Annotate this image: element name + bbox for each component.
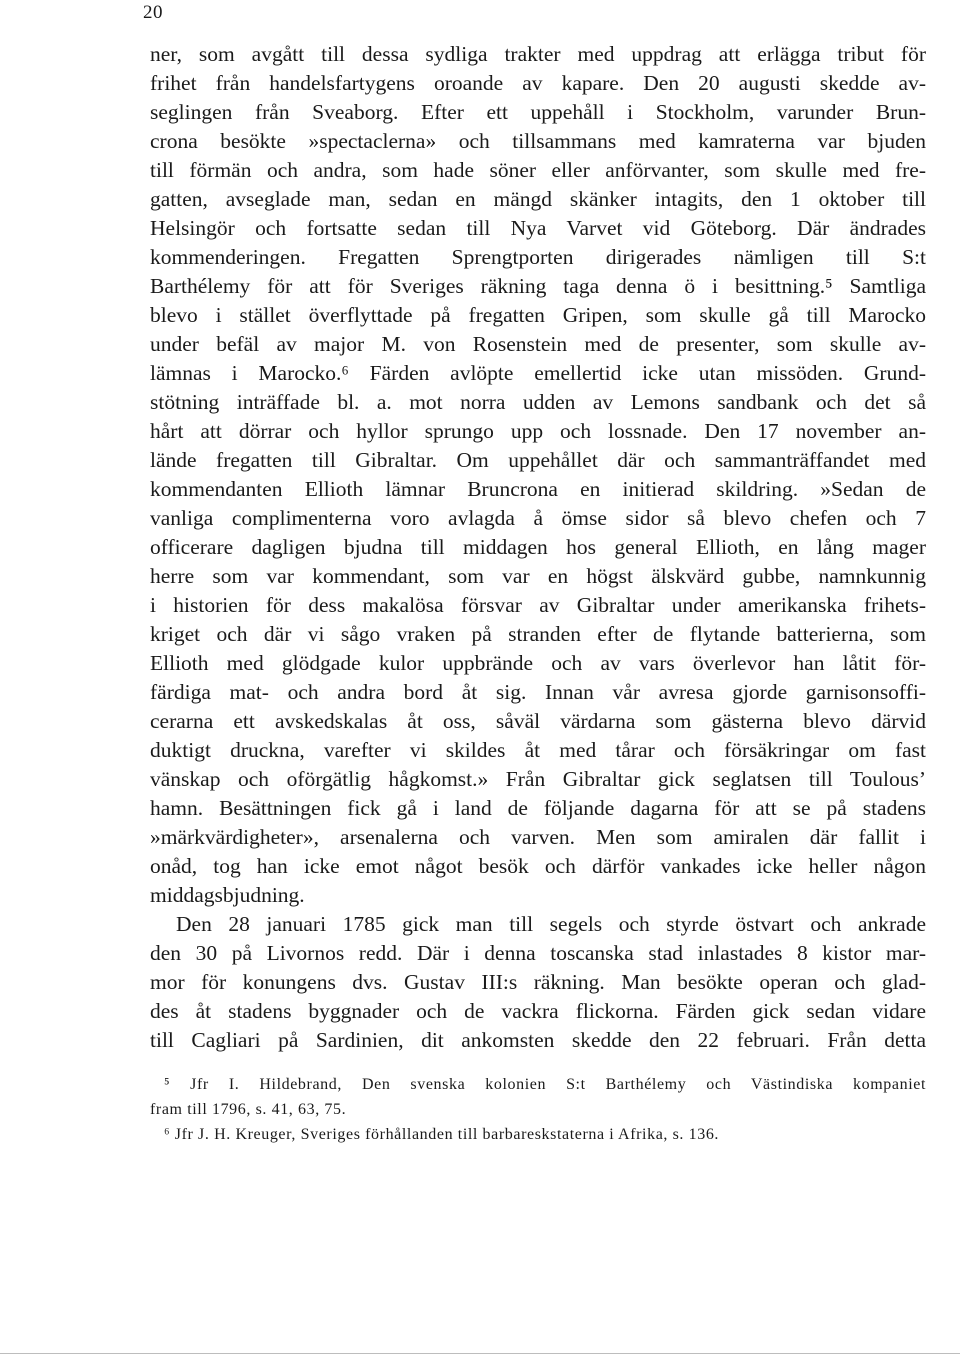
footnote-line: ⁵ Jfr I. Hildebrand, Den svenska kolonien S:t Barthélemy och Västindiska kompaniet bbox=[164, 1076, 926, 1093]
text-line: blevo i stället överflyttade på fregatten Gripen, som skulle gå till Marocko bbox=[150, 303, 926, 327]
text-line: onåd, tog han icke emot något besök och därför vankades icke heller någon bbox=[150, 854, 926, 878]
page-bottom-rule bbox=[0, 1353, 960, 1354]
footnote-line: fram till 1796, s. 41, 63, 75. bbox=[150, 1101, 347, 1118]
text-line: frihet från handelsfartygens oroande av kapare. Den 20 augusti skedde av- bbox=[150, 71, 926, 95]
text-line: middagsbjudning. bbox=[150, 883, 305, 907]
page-number: 20 bbox=[143, 2, 163, 23]
footnotes bbox=[150, 1072, 926, 1147]
text-line: hamn. Besättningen fick gå i land de följande dagarna för att se på stadens bbox=[150, 796, 926, 820]
text-line: till Cagliari på Sardinien, dit ankomsten skedde den 22 februari. Från detta bbox=[150, 1028, 926, 1052]
text-line: Barthélemy för att för Sveriges räkning taga denna ö i besittning.⁵ Samtliga bbox=[150, 274, 926, 298]
text-line: kommenderingen. Fregatten Sprengtporten dirigerades nämligen till S:t bbox=[150, 245, 926, 269]
text-line: officerare dagligen bjudna till middagen hos general Ellioth, en lång mager bbox=[150, 535, 926, 559]
text-line: vänskap och oförgätlig hågkomst.» Från Gibraltar gick seglatsen till Toulous’ bbox=[150, 767, 926, 791]
text-line: kommendanten Ellioth lämnar Bruncrona en initierad skildring. »Sedan de bbox=[150, 477, 926, 501]
text-line: hårt att dörrar och hyllor sprungo upp och lossnade. Den 17 november an- bbox=[150, 419, 926, 443]
text-line: cerarna ett avskedskalas åt oss, såväl värdarna som gästerna blevo därvid bbox=[150, 709, 926, 733]
text-line: gatten, avseglade man, sedan en mängd skänker intagits, den 1 oktober till bbox=[150, 187, 926, 211]
text-line: »märkvärdigheter», arsenalerna och varven. Men som amiralen där fallit i bbox=[150, 825, 926, 849]
text-line: färdiga mat- och andra bord åt sig. Innan vår avresa gjorde garnisonsoffi- bbox=[150, 680, 926, 704]
text-line: den 30 på Livornos redd. Där i denna toscanska stad inlastades 8 kistor mar- bbox=[150, 941, 926, 965]
footnote-line: ⁶ Jfr J. H. Kreuger, Sveriges förhållanden till barbareskstaterna i Afrika, s. 136. bbox=[164, 1126, 720, 1143]
text-line: herre som var kommendant, som var en högst älskvärd gubbe, namnkunnig bbox=[150, 564, 926, 588]
text-line: des åt stadens byggnader och de vackra flickorna. Färden gick sedan vidare bbox=[150, 999, 926, 1023]
text-line: vanliga complimenterna voro avlagda å ömse sidor så blevo chefen och 7 bbox=[150, 506, 926, 530]
text-line: ner, som avgått till dessa sydliga trakter med uppdrag att erlägga tribut för bbox=[150, 42, 926, 66]
text-line: lände fregatten till Gibraltar. Om uppehållet där och sammanträffandet med bbox=[150, 448, 926, 472]
text-line: kriget och där vi sågo vraken på stranden efter de flytande batterierna, som bbox=[150, 622, 926, 646]
text-line: lämnas i Marocko.⁶ Färden avlöpte emellertid icke utan missöden. Grund- bbox=[150, 361, 926, 385]
text-line: under befäl av major M. von Rosenstein med de presenter, som skulle av- bbox=[150, 332, 926, 356]
body-text bbox=[150, 40, 926, 1055]
text-line: Den 28 januari 1785 gick man till segels och styrde östvart och ankrade bbox=[176, 912, 926, 936]
text-line: duktigt druckna, varefter vi skildes åt med tårar och försäkringar om fast bbox=[150, 738, 926, 762]
text-line: mor för konungens dvs. Gustav III:s räkning. Man besökte operan och glad- bbox=[150, 970, 926, 994]
text-line: Helsingör och fortsatte sedan till Nya Varvet vid Göteborg. Där ändrades bbox=[150, 216, 926, 240]
text-line: Ellioth med glödgade kulor uppbrände och av vars överlevor han låtit för- bbox=[150, 651, 926, 675]
text-line: stötning inträffade bl. a. mot norra udden av Lemons sandbank och det så bbox=[150, 390, 926, 414]
text-line: i historien för dess makalösa försvar av Gibraltar under amerikanska frihets- bbox=[150, 593, 926, 617]
text-line: crona besökte »spectaclerna» och tillsammans med kamraterna var bjuden bbox=[150, 129, 926, 153]
text-line: till förmän och andra, som hade söner eller anförvanter, som skulle med fre- bbox=[150, 158, 926, 182]
text-line: seglingen från Sveaborg. Efter ett uppehåll i Stockholm, varunder Brun- bbox=[150, 100, 926, 124]
